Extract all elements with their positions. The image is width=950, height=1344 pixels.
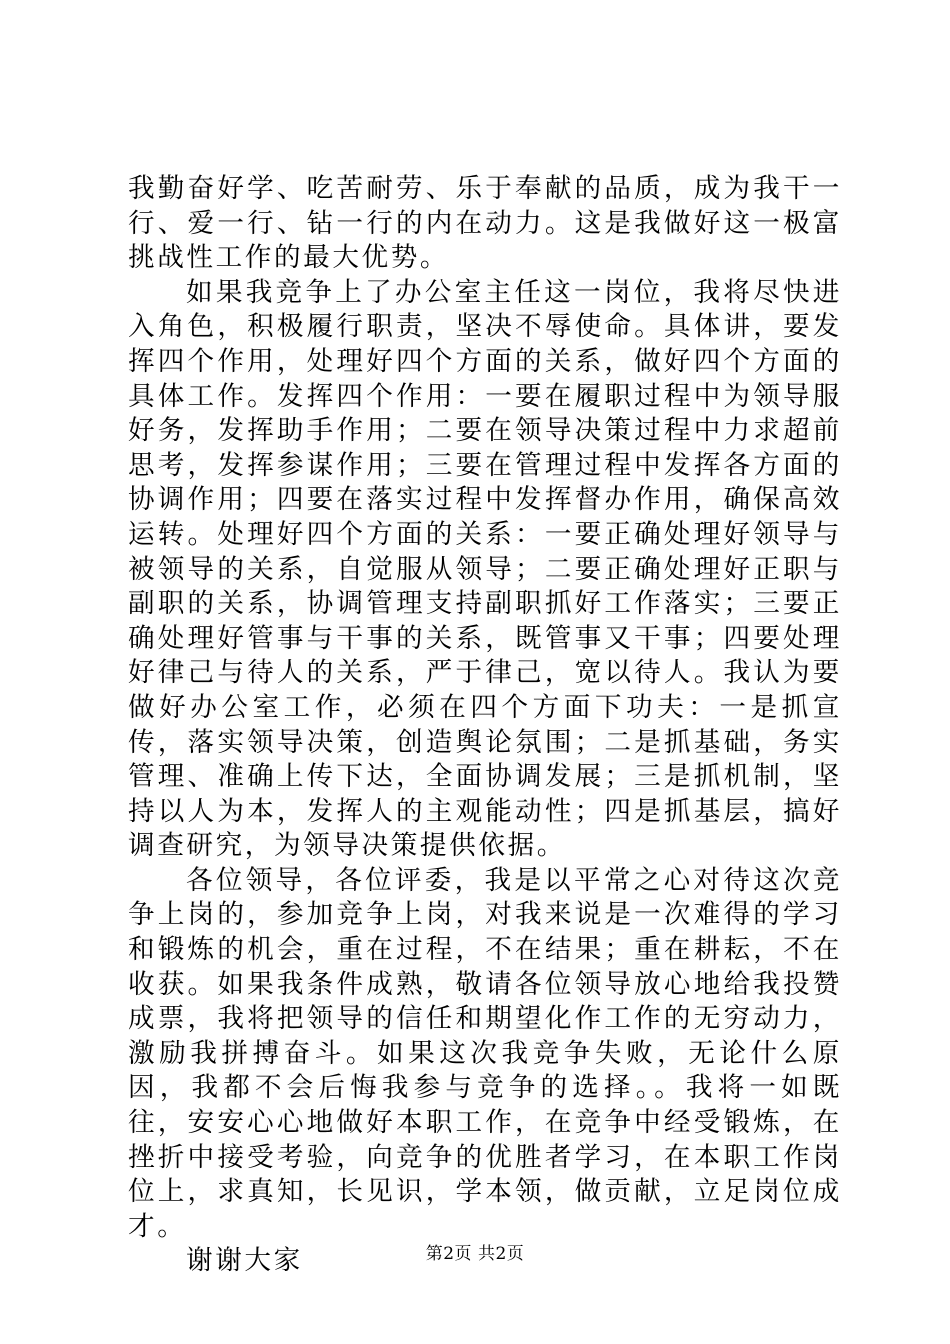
paragraph-2: 如果我竞争上了办公室主任这一岗位，我将尽快进入角色，积极履行职责，坚决不辱使命。具体讲，要发挥四个作用，处理好四个方面的关系，做好四个方面的具体工作。发挥四个作用：一要在履职过程中为领导服好务，发挥助手作用；二要在领导决策过程中力求超前思考，发挥参谋作用；三要在管理过程中发挥各方面的协调作用；四要在落实过程中发挥督办作用，确保高效运转。处理好四个方面的关系：一要正确处理好领导与被领导的关系，自觉服从领导；二要正确处理好正职与副职的关系，协调管理支持副职抓好工作落实；三要正确处理好管事与干事的关系，既管事又干事；四要处理好律己与待人的关系，严于律己，宽以待人。我认为要做好办公室工作，必须在四个方面下功夫：一是抓宣传，落实领导决策，创造舆论氛围；二是抓基础，务实管理、准确上传下达，全面协调发展；三是抓机制，坚持以人为本，发挥人的主观能动性；四是抓基层，搞好调查研究，为领导决策提供依据。 [128,276,842,862]
page-footer: 第2页 共2页 [425,1244,525,1264]
paragraph-1: 我勤奋好学、吃苦耐劳、乐于奉献的品质，成为我干一行、爱一行、钻一行的内在动力。这是我做好这一极富挑战性工作的最大优势。 [128,173,842,274]
document-body [128,172,842,1279]
paragraph-3: 各位领导，各位评委，我是以平常之心对待这次竞争上岗的，参加竞争上岗，对我来说是一次难得的学习和锻炼的机会，重在过程，不在结果；重在耕耘，不在收获。如果我条件成熟，敬请各位领导放心地给我投赞成票，我将把领导的信任和期望化作工作的无穷动力，激励我拼搏奋斗。如果这次我竞争失败，无论什么原因，我都不会后悔我参与竞争的选择。。我将一如既往，安安心心地做好本职工作，在竞争中经受锻炼，在挫折中接受考验，向竞争的优胜者学习，在本职工作岗位上，求真知，长见识，学本领，做贡献，立足岗位成才。 [128,864,842,1242]
closing-line: 谢谢大家 [186,1245,303,1277]
